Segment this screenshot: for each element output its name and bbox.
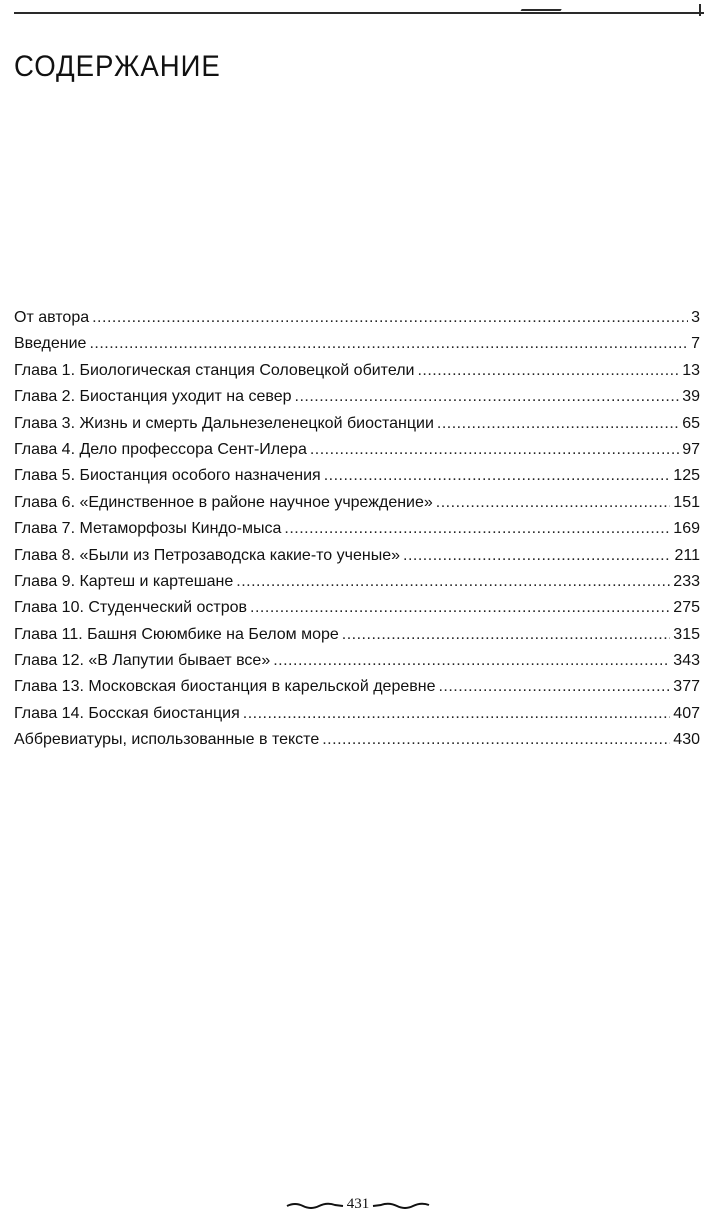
toc-entry — [14, 674, 700, 700]
page-footer — [0, 1196, 716, 1213]
toc-entry-title: Аббревиатуры, использованные в тексте — [14, 731, 320, 749]
toc-entry-page: 151 — [673, 493, 700, 511]
toc-entry-page: 377 — [673, 678, 700, 696]
toc-entry — [14, 543, 700, 569]
toc-entry-title: Глава 4. Дело профессора Сент-Илера — [14, 440, 307, 458]
toc-entry-page: 275 — [673, 599, 700, 617]
toc-entry-page: 65 — [682, 414, 700, 432]
toc-leader-dots — [436, 490, 671, 516]
page-title: СОДЕРЖАНИЕ — [14, 50, 221, 83]
toc-entry — [14, 727, 700, 753]
toc-entry-page: 3 — [691, 309, 700, 326]
toc-entry-page: 39 — [682, 388, 700, 406]
toc-entry — [14, 384, 700, 410]
toc-entry-title: Глава 11. Башня Сююмбике на Белом море — [14, 625, 339, 643]
toc-entry — [14, 622, 700, 648]
toc-entry — [14, 331, 700, 357]
toc-entry-title: Глава 5. Биостанция особого назначения — [14, 467, 321, 485]
toc-leader-dots — [92, 305, 688, 331]
toc-leader-dots — [342, 622, 671, 648]
toc-entry-title: Глава 7. Метаморфозы Киндо-мыса — [14, 520, 282, 538]
toc-entry — [14, 569, 700, 595]
toc-leader-dots — [89, 331, 688, 357]
toc-entry-title: Глава 2. Биостанция уходит на север — [14, 388, 292, 406]
toc-entry-page: 430 — [673, 731, 700, 749]
toc-entry-page: 315 — [673, 625, 700, 643]
toc-entry-title: Глава 3. Жизнь и смерть Дальнезеленецкой биостанции — [14, 414, 434, 432]
toc-leader-dots — [403, 543, 671, 569]
toc-leader-dots — [324, 463, 671, 489]
top-rule-mark — [518, 9, 561, 15]
toc-entry-page: 407 — [673, 704, 700, 722]
toc-entry-page: 169 — [673, 520, 700, 538]
toc-entry-page: 13 — [682, 361, 700, 379]
toc-entry-page: 7 — [691, 335, 700, 353]
toc-entry — [14, 595, 700, 621]
toc-leader-dots — [438, 674, 670, 700]
toc-entry-title: Глава 10. Студенческий остров — [14, 599, 248, 617]
toc-entry-page: 211 — [674, 546, 700, 564]
left-ornament-icon — [285, 1201, 345, 1209]
toc-entry-title: Введение — [14, 335, 87, 353]
toc-entry — [14, 358, 700, 384]
page-number: 431 — [346, 1196, 370, 1212]
toc-entry-title: Глава 8. «Были из Петрозаводска какие-то ученые» — [14, 546, 401, 564]
toc-entry — [14, 437, 700, 463]
toc-entry-title: Глава 9. Картеш и картешане — [14, 572, 234, 590]
toc-entry — [14, 648, 700, 674]
toc-entry — [14, 490, 700, 516]
toc-entry-title: Глава 1. Биологическая станция Соловецкой обители — [14, 361, 415, 379]
toc-leader-dots — [295, 384, 680, 410]
toc-entry-title: От автора — [14, 309, 90, 326]
table-of-contents — [14, 305, 700, 754]
toc-leader-dots — [417, 358, 679, 384]
toc-entry-title: Глава 13. Московская биостанция в карельской деревне — [14, 678, 436, 696]
toc-entry-page: 343 — [673, 652, 700, 670]
toc-entry-title: Глава 6. «Единственное в районе научное учреждение» — [14, 493, 433, 511]
toc-leader-dots — [236, 569, 670, 595]
toc-entry-title: Глава 12. «В Лапутии бывает все» — [14, 652, 271, 670]
toc-entry — [14, 411, 700, 437]
toc-leader-dots — [273, 648, 670, 674]
toc-leader-dots — [322, 727, 670, 753]
toc-leader-dots — [250, 595, 670, 621]
toc-entry — [14, 305, 700, 331]
toc-leader-dots — [243, 701, 671, 727]
top-rule — [14, 12, 704, 14]
toc-entry — [14, 701, 700, 727]
right-edge-tick — [699, 4, 701, 16]
toc-leader-dots — [437, 411, 679, 437]
toc-entry-title: Глава 14. Босская биостанция — [14, 704, 240, 722]
toc-entry — [14, 516, 700, 542]
toc-entry-page: 233 — [673, 572, 700, 590]
toc-leader-dots — [284, 516, 670, 542]
toc-entry-page: 125 — [673, 467, 700, 485]
right-ornament-icon — [371, 1201, 431, 1209]
toc-entry-page: 97 — [682, 440, 700, 458]
toc-leader-dots — [310, 437, 679, 463]
toc-entry — [14, 463, 700, 489]
